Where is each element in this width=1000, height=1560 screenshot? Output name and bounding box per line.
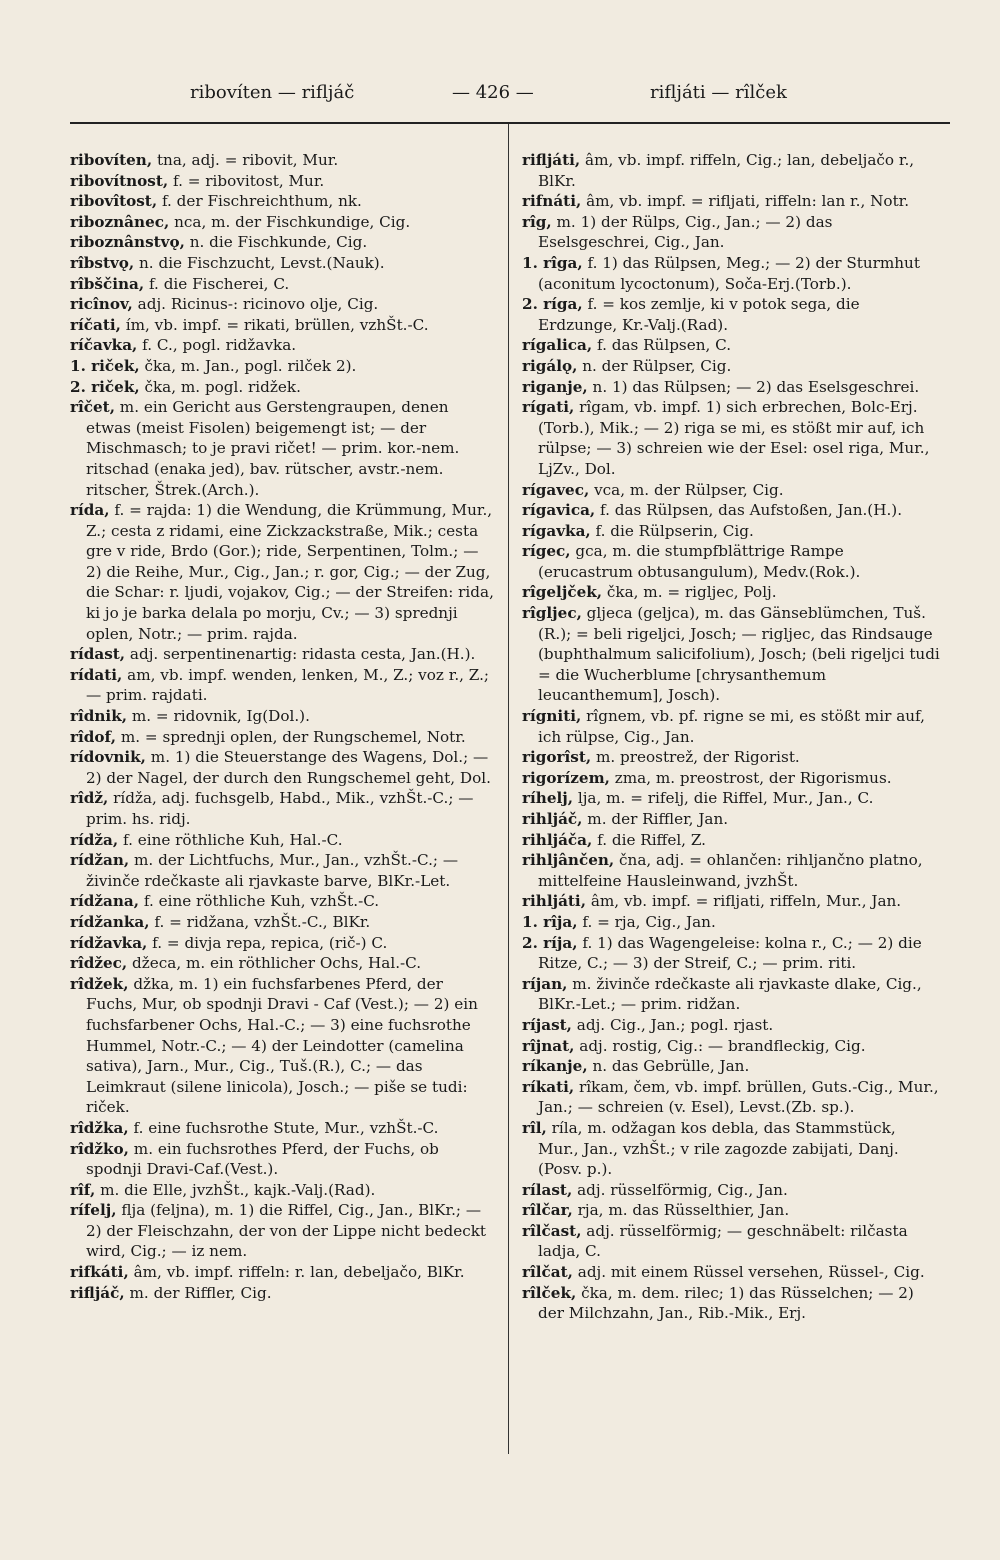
dictionary-entry bbox=[70, 788, 498, 829]
entry-definition: adj. rostig, Cig.: — brandfleckig, Cig. bbox=[574, 1036, 866, 1055]
entry-headword: ricînov, bbox=[70, 295, 133, 314]
entry-headword: rígati, bbox=[522, 398, 575, 417]
dictionary-entry bbox=[522, 809, 940, 830]
entry-definition: f. die Fischerei, C. bbox=[144, 274, 290, 293]
dictionary-entry bbox=[70, 171, 498, 192]
entry-definition: f. C., pogl. ridžavka. bbox=[137, 336, 297, 355]
entry-headword: rîlčar, bbox=[522, 1201, 573, 1220]
dictionary-entry bbox=[522, 253, 940, 294]
dictionary-entry bbox=[70, 706, 498, 727]
entry-headword: rîdžka, bbox=[70, 1118, 129, 1137]
entry-headword: ríhelj, bbox=[522, 789, 574, 808]
entry-definition: ím, vb. impf. = rikati, brüllen, vzhŠt.-C. bbox=[120, 315, 429, 334]
dictionary-entry bbox=[70, 191, 498, 212]
left-column bbox=[70, 150, 498, 1303]
entry-definition: âm, vb. impf. riffeln, Cig.; lan, debeljačo r., BlKr. bbox=[538, 151, 915, 190]
entry-definition: f. eine fuchsrothe Stute, Mur., vzhŠt.-C. bbox=[128, 1118, 439, 1137]
entry-headword: rihljáč, bbox=[522, 810, 583, 828]
entry-headword: rîg, bbox=[522, 212, 552, 231]
entry-definition: tna, adj. = ribovit, Mur. bbox=[152, 151, 339, 169]
entry-definition: džka, m. 1) ein fuchsfarbenes Pferd, der Fuchs, Mur, ob spodnji Dravi - Caf (Vest.); — 2) ein fuchsfarbener Ochs, Hal.-C.; — 3) eine fuchsrothe Hummel, Notr.-C.; — 4) der Leindotter (camelina sativa), Jarn., Mur., Cig., Tuš.(R.), C.; — das Leimkraut (silene linicola), Josch.; — piše se tudi: riček. bbox=[86, 974, 478, 1117]
dictionary-entry bbox=[70, 1139, 498, 1180]
dictionary-entry bbox=[522, 335, 940, 356]
entry-definition: f. = ribovitost, Mur. bbox=[168, 171, 325, 190]
entry-headword: rîdžek, bbox=[70, 974, 129, 993]
entry-definition: f. = kos zemlje, ki v potok sega, die Erdzunge, Kr.-Valj.(Rad). bbox=[538, 295, 860, 334]
entry-headword: rídovnik, bbox=[70, 748, 146, 767]
entry-definition: gljeca (geljca), m. das Gänseblümchen, Tuš.(R.); = beli rigeljci, Josch; — rigljec, das Rindsauge (buphthalmum salicifolium), Josch; (beli rigeljci tudi = die Wucherblume [chrysanthemum leucanthemum], Josch). bbox=[538, 604, 940, 705]
dictionary-entry bbox=[522, 1056, 940, 1077]
entry-definition: f. eine röthliche Kuh, Hal.-C. bbox=[118, 830, 343, 849]
entry-headword: rídžanka, bbox=[70, 912, 150, 931]
entry-headword: rîlček, bbox=[522, 1283, 577, 1302]
entry-headword: rifnáti, bbox=[522, 192, 582, 211]
entry-headword: rîčet, bbox=[70, 398, 115, 417]
entry-headword: rígalica, bbox=[522, 336, 593, 355]
entry-definition: lja, m. = rifelj, die Riffel, Mur., Jan., C. bbox=[573, 789, 874, 808]
entry-headword: rihljáti, bbox=[522, 892, 586, 911]
entry-headword: rída, bbox=[70, 501, 110, 520]
entry-definition: ríla, m. odžagan kos debla, das Stammstück, Mur., Jan., vzhŠt.; v rile zagozde zabijati, Danj.(Posv. p.). bbox=[538, 1118, 899, 1179]
dictionary-entry bbox=[522, 480, 940, 501]
dictionary-entry bbox=[70, 727, 498, 748]
entry-definition: flja (feljna), m. 1) die Riffel, Cig., Jan., BlKr.; — 2) der Fleischzahn, der von der Lippe nicht bedeckt wird, Cig.; — iz nem. bbox=[86, 1201, 487, 1261]
dictionary-entry bbox=[70, 1180, 498, 1201]
dictionary-entry bbox=[70, 397, 498, 500]
entry-definition: n. die Fischzucht, Levst.(Nauk). bbox=[134, 253, 385, 272]
dictionary-entry bbox=[522, 850, 940, 891]
dictionary-entry bbox=[70, 830, 498, 851]
entry-headword: rîbstvǫ, bbox=[70, 253, 135, 272]
entry-headword: ríkati, bbox=[522, 1077, 575, 1096]
entry-headword: rídža, bbox=[70, 830, 119, 849]
entry-definition: rîgnem, vb. pf. rigne se mi, es stößt mir auf, ich rülpse, Cig., Jan. bbox=[538, 707, 925, 746]
entry-definition: m. 1) die Steuerstange des Wagens, Dol.; — 2) der Nagel, der durch den Rungschemel geht, Dol. bbox=[86, 748, 491, 787]
dictionary-entry bbox=[522, 377, 940, 398]
dictionary-entry bbox=[70, 1262, 498, 1283]
right-column bbox=[522, 150, 940, 1324]
entry-headword: rîgljec, bbox=[522, 604, 582, 623]
dictionary-entry bbox=[70, 315, 498, 336]
entry-headword: rídati, bbox=[70, 665, 123, 684]
entry-definition: gca, m. die stumpfblättrige Rampe (erucastrum obtusangulum), Medv.(Rok.). bbox=[538, 542, 861, 581]
entry-definition: m. der Lichtfuchs, Mur., Jan., vzhŠt.-C.; — živinče rdečkaste ali rjavkaste barve, BlKr.-Let. bbox=[86, 851, 459, 890]
dictionary-entry bbox=[522, 1221, 940, 1262]
entry-headword: rifljáč, bbox=[70, 1283, 125, 1302]
dictionary-entry bbox=[522, 891, 940, 912]
entry-headword: rífelj, bbox=[70, 1201, 117, 1220]
dictionary-entry bbox=[522, 500, 940, 521]
dictionary-entry bbox=[522, 1036, 940, 1057]
entry-definition: f. der Fischreichthum, nk. bbox=[157, 192, 362, 211]
entry-definition: f. die Riffel, Z. bbox=[592, 830, 706, 849]
dictionary-entry bbox=[70, 933, 498, 954]
entry-headword: rídžana, bbox=[70, 892, 140, 911]
entry-definition: am, vb. impf. wenden, lenken, M., Z.; voz r., Z.; — prim. rajdati. bbox=[86, 665, 490, 705]
entry-definition: n. die Fischkunde, Cig. bbox=[184, 233, 368, 252]
entry-definition: m. ein Gericht aus Gerstengraupen, denen etwas (meist Fisolen) beigemengt ist; — der Mischmasch; to je pravi ričet! — prim. kor.-nem. ritschad (enaka jed), bav. rütscher, avstr.-nem. ritscher, Štrek.(Arch.). bbox=[86, 398, 460, 499]
entry-headword: rîdof, bbox=[70, 727, 117, 746]
dictionary-entry bbox=[70, 150, 498, 171]
dictionary-entry bbox=[522, 706, 940, 747]
dictionary-entry bbox=[70, 500, 498, 644]
entry-definition: m. = ridovnik, Ig(Dol.). bbox=[127, 707, 310, 726]
entry-headword: ríčati, bbox=[70, 315, 121, 334]
entry-definition: čka, m. pogl. ridžek. bbox=[139, 377, 301, 396]
dictionary-entry bbox=[522, 768, 940, 789]
entry-definition: m. der Riffler, Jan. bbox=[582, 810, 729, 828]
entry-definition: adj. serpentinenartig: ridasta cesta, Jan.(H.). bbox=[125, 645, 476, 664]
dictionary-entry bbox=[522, 150, 940, 191]
dictionary-entry bbox=[522, 747, 940, 768]
entry-definition: rídža, adj. fuchsgelb, Habd., Mik., vzhŠt.-C.; — prim. hs. ridj. bbox=[86, 789, 474, 828]
column-divider bbox=[508, 124, 509, 1454]
entry-definition: džeca, m. ein röthlicher Ochs, Hal.-C. bbox=[127, 954, 422, 973]
entry-headword: 2. ríja, bbox=[522, 933, 578, 952]
entry-definition: n. das Gebrülle, Jan. bbox=[587, 1057, 750, 1076]
entry-headword: rígniti, bbox=[522, 707, 582, 726]
entry-headword: rifkáti, bbox=[70, 1263, 129, 1282]
entry-headword: rîlčast, bbox=[522, 1221, 582, 1240]
dictionary-entry bbox=[522, 582, 940, 603]
entry-headword: riboznânstvǫ, bbox=[70, 233, 185, 252]
dictionary-entry bbox=[522, 830, 940, 851]
entry-definition: nca, m. der Fischkundige, Cig. bbox=[169, 212, 411, 231]
dictionary-entry bbox=[522, 191, 940, 212]
entry-headword: riganje, bbox=[522, 377, 588, 396]
entry-definition: n. 1) das Rülpsen; — 2) das Eselsgeschrei. bbox=[587, 377, 920, 396]
entry-headword: ríjast, bbox=[522, 1015, 572, 1034]
dictionary-entry bbox=[522, 397, 940, 479]
entry-headword: rihljáča, bbox=[522, 830, 593, 849]
entry-definition: m. ein fuchsrothes Pferd, der Fuchs, ob spodnji Dravi-Caf.(Vest.). bbox=[86, 1139, 439, 1179]
entry-definition: zma, m. preostrost, der Rigorismus. bbox=[609, 768, 892, 787]
dictionary-entry bbox=[70, 377, 498, 398]
dictionary-entry bbox=[70, 850, 498, 891]
entry-definition: vca, m. der Rülpser, Cig. bbox=[589, 480, 784, 499]
dictionary-entry bbox=[70, 912, 498, 933]
entry-headword: rîgeljček, bbox=[522, 583, 603, 602]
entry-definition: f. eine röthliche Kuh, vzhŠt.-C. bbox=[139, 892, 380, 911]
dictionary-entry bbox=[70, 356, 498, 377]
dictionary-entry bbox=[70, 747, 498, 788]
header-rule bbox=[70, 122, 950, 124]
entry-headword: ribovîtost, bbox=[70, 192, 158, 211]
entry-definition: čna, adj. = ohlančen: rihljančno platno, mittelfeine Hausleinwand, jvzhŠt. bbox=[538, 851, 923, 890]
entry-headword: rídžavka, bbox=[70, 933, 148, 952]
dictionary-entry bbox=[70, 974, 498, 1118]
entry-headword: ribovítnost, bbox=[70, 171, 169, 190]
entry-headword: rigorîst, bbox=[522, 748, 592, 767]
page-number: — 426 — bbox=[452, 82, 534, 103]
entry-definition: adj. rüsselförmig, Cig., Jan. bbox=[572, 1180, 788, 1199]
entry-definition: čka, m. Jan., pogl. rilček 2). bbox=[139, 356, 357, 375]
dictionary-entry bbox=[70, 335, 498, 356]
entry-definition: adj. Cig., Jan.; pogl. rjast. bbox=[571, 1015, 774, 1034]
entry-headword: ribovíten, bbox=[70, 151, 153, 169]
entry-headword: rílast, bbox=[522, 1180, 573, 1199]
entry-headword: 1. riček, bbox=[70, 356, 140, 375]
entry-headword: rihljânčen, bbox=[522, 851, 615, 870]
dictionary-entry bbox=[522, 541, 940, 582]
entry-definition: n. der Rülpser, Cig. bbox=[577, 356, 732, 375]
entry-headword: rígavec, bbox=[522, 480, 590, 499]
dictionary-entry bbox=[70, 212, 498, 233]
header-left-guideword: ribovíten — rifljáč bbox=[190, 82, 355, 103]
entry-headword: rîdž, bbox=[70, 789, 109, 808]
dictionary-entry bbox=[522, 1283, 940, 1324]
entry-definition: rja, m. das Rüsselthier, Jan. bbox=[572, 1201, 790, 1220]
dictionary-entry bbox=[522, 912, 940, 933]
entry-headword: rígavka, bbox=[522, 521, 591, 540]
dictionary-entry bbox=[70, 274, 498, 295]
entry-headword: 1. rîga, bbox=[522, 253, 583, 272]
entry-headword: 2. ríga, bbox=[522, 295, 583, 314]
entry-definition: f. das Rülpsen, das Aufstoßen, Jan.(H.). bbox=[595, 501, 903, 520]
dictionary-entry bbox=[70, 953, 498, 974]
dictionary-entry bbox=[70, 253, 498, 274]
entry-definition: f. das Rülpsen, C. bbox=[592, 336, 732, 355]
entry-headword: riboznânec, bbox=[70, 212, 170, 231]
entry-definition: f. = ridžana, vzhŠt.-C., BlKr. bbox=[149, 912, 371, 931]
entry-definition: m. živinče rdečkaste ali rjavkaste dlake, Cig., BlKr.-Let.; — prim. ridžan. bbox=[538, 974, 922, 1014]
entry-headword: rîf, bbox=[70, 1180, 96, 1199]
entry-definition: f. = divja repa, repica, (rič-) C. bbox=[147, 933, 388, 952]
entry-definition: adj. mit einem Rüssel versehen, Rüssel-, Cig. bbox=[572, 1263, 925, 1282]
dictionary-entry bbox=[522, 1118, 940, 1180]
entry-headword: rídast, bbox=[70, 645, 126, 664]
dictionary-entry bbox=[522, 1015, 940, 1036]
entry-headword: rigorízem, bbox=[522, 768, 610, 787]
entry-headword: 2. riček, bbox=[70, 377, 140, 396]
entry-definition: f. 1) das Rülpsen, Meg.; — 2) der Sturmhut (aconitum lycoctonum), Soča-Erj.(Torb.). bbox=[538, 253, 920, 293]
page-header bbox=[190, 82, 830, 112]
dictionary-entry bbox=[522, 933, 940, 974]
entry-headword: rifljáti, bbox=[522, 151, 581, 169]
entry-headword: rîlčat, bbox=[522, 1263, 573, 1282]
dictionary-entry bbox=[70, 1118, 498, 1139]
entry-definition: čka, m. = rigljec, Polj. bbox=[602, 583, 777, 602]
entry-definition: rîgam, vb. impf. 1) sich erbrechen, Bolc-Erj.(Torb.), Mik.; — 2) riga se mi, es stößt mir auf, ich rülpse; — 3) schreien wie der Esel: osel riga, Mur., LjZv., Dol. bbox=[538, 398, 930, 478]
entry-headword: rîdnik, bbox=[70, 707, 128, 726]
dictionary-entry bbox=[522, 356, 940, 377]
entry-headword: rigálǫ, bbox=[522, 356, 578, 375]
entry-definition: m. 1) der Rülps, Cig., Jan.; — 2) das Eselsgeschrei, Cig., Jan. bbox=[538, 212, 833, 252]
entry-definition: adj. rüsselförmig; — geschnäbelt: rilčasta ladja, C. bbox=[538, 1221, 908, 1261]
entry-definition: m. der Riffler, Cig. bbox=[124, 1283, 272, 1302]
entry-headword: rîdžec, bbox=[70, 954, 128, 973]
entry-definition: m. die Elle, jvzhŠt., kajk.-Valj.(Rad). bbox=[95, 1180, 376, 1199]
dictionary-entry bbox=[522, 603, 940, 706]
dictionary-entry bbox=[522, 294, 940, 335]
entry-headword: rígec, bbox=[522, 542, 571, 561]
entry-definition: m. = sprednji oplen, der Rungschemel, Notr. bbox=[116, 727, 466, 746]
dictionary-entry bbox=[522, 1077, 940, 1118]
dictionary-entry bbox=[70, 1200, 498, 1262]
entry-definition: f. 1) das Wagengeleise: kolna r., C.; — 2) die Ritze, C.; — 3) der Streif, C.; — prim. riti. bbox=[538, 933, 922, 973]
entry-headword: rîl, bbox=[522, 1118, 547, 1137]
dictionary-entry bbox=[522, 521, 940, 542]
dictionary-entry bbox=[70, 665, 498, 706]
entry-headword: rîbščina, bbox=[70, 274, 145, 293]
dictionary-entry bbox=[522, 974, 940, 1015]
entry-headword: ríčavka, bbox=[70, 336, 138, 355]
entry-headword: ríjan, bbox=[522, 974, 568, 993]
dictionary-entry bbox=[522, 1200, 940, 1221]
entry-headword: 1. rîja, bbox=[522, 912, 578, 931]
entry-definition: adj. Ricinus-: ricinovo olje, Cig. bbox=[132, 295, 379, 314]
dictionary-entry bbox=[70, 644, 498, 665]
dictionary-entry bbox=[70, 1283, 498, 1304]
dictionary-entry bbox=[522, 1180, 940, 1201]
entry-headword: rîdžko, bbox=[70, 1139, 129, 1158]
entry-definition: âm, vb. impf. = rifljati, riffeln: lan r., Notr. bbox=[581, 192, 910, 211]
entry-definition: âm, vb. impf. = rifljati, riffeln, Mur., Jan. bbox=[586, 892, 902, 911]
entry-headword: rídžan, bbox=[70, 851, 130, 870]
entry-definition: čka, m. dem. rilec; 1) das Rüsselchen; — 2) der Milchzahn, Jan., Rib.-Mik., Erj. bbox=[538, 1283, 914, 1323]
entry-headword: ríkanje, bbox=[522, 1057, 588, 1076]
entry-definition: f. = rajda: 1) die Wendung, die Krümmung, Mur., Z.; cesta z ridami, eine Zickzackstraße, Mik.; cesta gre v ride, Brdo (Gor.); ride, Serpentinen, Tolm.; — 2) die Reihe, Mur., Cig., Jan.; r. gor, Cig.; — der Zug, die Schar: r. ljudi, vojakov, Cig.; — der Streifen: rida, ki jo je barka delala po morju, Cv.; — 3) sprednji oplen, Notr.; — prim. rajda. bbox=[86, 501, 494, 643]
entry-definition: f. = rja, Cig., Jan. bbox=[577, 912, 716, 931]
dictionary-entry bbox=[70, 294, 498, 315]
dictionary-entry bbox=[70, 232, 498, 253]
entry-definition: m. preostrež, der Rigorist. bbox=[591, 748, 800, 767]
dictionary-entry bbox=[522, 212, 940, 253]
dictionary-entry bbox=[522, 788, 940, 809]
dictionary-entry bbox=[70, 891, 498, 912]
entry-headword: rígavica, bbox=[522, 501, 596, 520]
header-right-guideword: rifljáti — rîlček bbox=[650, 82, 787, 103]
entry-headword: rîjnat, bbox=[522, 1036, 575, 1055]
entry-definition: âm, vb. impf. riffeln: r. lan, debeljačo, BlKr. bbox=[128, 1263, 465, 1282]
dictionary-entry bbox=[522, 1262, 940, 1283]
entry-definition: f. die Rülpserin, Cig. bbox=[590, 521, 754, 540]
entry-definition: rîkam, čem, vb. impf. brüllen, Guts.-Cig., Mur., Jan.; — schreien (v. Esel), Levst.(Zb. sp.). bbox=[538, 1077, 939, 1117]
